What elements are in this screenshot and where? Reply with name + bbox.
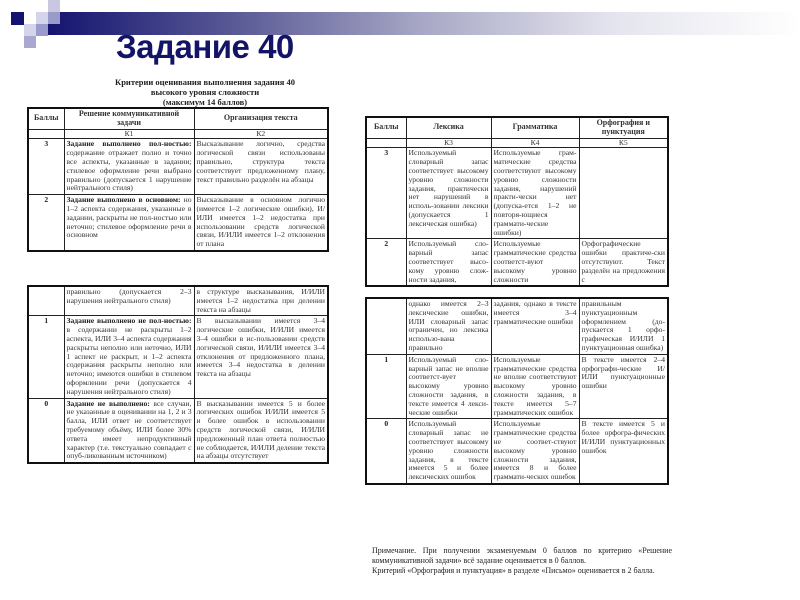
decor-square (48, 12, 60, 24)
note (372, 546, 672, 576)
k4-cell: Используемые грам-матические средства соответствуют высокому уровню сложности задания, нарушений практи-чески нет (допуска-ется 1–2 не повторя-ющиеся граммати-ческие ошибки) (491, 148, 579, 239)
code-k5: К5 (579, 138, 668, 148)
code-k4: К4 (491, 138, 579, 148)
k3-cell: однако имеется 2–3 лексические ошибки, ИЛИ словарный запас ограничен, но лексика использо-вана правильно (406, 298, 491, 354)
k1-text: содержание отражает полно и точно все аспекты, указанные в задании; стилевое оформление речи выбрано правильно (допускается 1 нарушение нейтрального стиля) (66, 148, 192, 193)
score-cell (366, 354, 406, 419)
score: 1 (44, 316, 49, 326)
k2-cell: в структуре высказывания, И/ИЛИ имеется 1–2 недостатка при делении текста на абзацы (194, 286, 328, 316)
score: 1 (384, 354, 389, 364)
k4-cell: Используемые грамматические средства не вполне соответствуют высокому уровню сложности задания, в тексте имеется 5–7 грамматических ошибок (491, 354, 579, 419)
caption-line: Критерии оценивания выполнения задания 40 (115, 77, 295, 87)
left-table-caption (60, 77, 350, 107)
k3-cell: Используемый словарный запас соответствует высокому уровню сложности задания, практически нет нарушений в исполь-зовании лексики (допускается 1 лексическая ошибка) (406, 148, 491, 239)
score: 2 (44, 195, 49, 205)
caption-line: (максимум 14 баллов) (162, 97, 248, 107)
k3-cell: Используемый сло-варный запас соответствует высо-кому уровню слож-ности задания, (406, 239, 491, 286)
k1-cell (64, 316, 194, 398)
table-row (366, 148, 668, 239)
k5-cell: правильным пунктуационным оформлением (до-пускается 1 орфо-графическая И/ИЛИ 1 пунктуационная ошибка) (579, 298, 668, 354)
code-empty (366, 138, 406, 148)
k5-cell: В тексте имеется 5 и более орфогра-фических И/ИЛИ пунктуационных ошибок (579, 419, 668, 484)
caption-line: высокого уровня сложности (150, 87, 260, 97)
right-table-part1 (365, 116, 669, 287)
header-k3: Лексика (406, 117, 491, 138)
score-cell (366, 148, 406, 239)
k1-cell (64, 195, 194, 251)
table-row (366, 419, 668, 484)
decor-square (36, 24, 48, 36)
header-k1: Решение коммуникативной задачи (64, 108, 194, 129)
k1-text: все случаи, не указанные в оценивании на 1, 2 и 3 балла, ИЛИ ответ не соответствует требуемому объёму, ИЛИ более 30% ответа имеет непродуктивный характер (т.е. текстуально совпадает с опуб-ликованным источником) (66, 398, 192, 461)
table-row (28, 139, 328, 195)
table-row (28, 316, 328, 398)
table-row (28, 195, 328, 251)
note-line2: Критерий «Орфография и пунктуация» в разделе «Письмо» оценивается в 2 балла. (372, 566, 655, 575)
score: 2 (384, 239, 389, 249)
table-row (28, 398, 328, 463)
decor-square (24, 24, 36, 36)
k3-cell: Используемый сло-варный запас не вполне соответст-вует высокому уровню сложности задания, в тексте имеется 4 лекси-ческие ошибки (406, 354, 491, 419)
k1-bold: Задание выполнено в основном: (66, 195, 181, 205)
k5-cell: В тексте имеется 2–4 орфографи-ческие И/ИЛИ пунктуационные ошибки (579, 354, 668, 419)
table-row (366, 239, 668, 286)
header-score: Баллы (366, 117, 406, 138)
left-table-part1 (27, 107, 329, 252)
k1-text: в содержании не раскрыты 1–2 аспекта, ИЛИ 3–4 аспекта содержания раскрыты неполно или неточно, ИЛИ 1 аспект не раскрыт, и 1–2 аспекта содержания раскрыты неполно или неточно; имеются ошибки в стилевом оформлении речи (допускается 4 нарушения нейтрального стиля) (66, 325, 192, 396)
k2-cell: Высказывание в основном логично (имеется 1–2 логические ошибки), И/ИЛИ имеется 1–2 недостатка при использовании средств логической связи, И/ИЛИ имеется 1–2 отклонения от плана (194, 195, 328, 251)
k4-cell: задания, однако в тексте имеется 3–4 грамматические ошибки (491, 298, 579, 354)
score-cell (28, 195, 64, 251)
header-k5: Орфография и пунктуация (579, 117, 668, 138)
k4-cell: Используемые грамматические средства не соответ-ствуют высокому уровню сложности задания, имеется 8 и более граммати-ческих ошибок (491, 419, 579, 484)
k1-bold: Задание выполнено пол-ностью: (66, 139, 192, 149)
score: 3 (384, 148, 389, 158)
table-row (366, 354, 668, 419)
header-k4: Грамматика (491, 117, 579, 138)
decor-square (48, 0, 60, 12)
k5-cell (579, 148, 668, 239)
score-cell (28, 398, 64, 463)
table-row (28, 286, 328, 316)
header-k2: Организация текста (194, 108, 328, 129)
k1-cell (64, 398, 194, 463)
decor-square (24, 36, 36, 48)
score-cell (28, 139, 64, 195)
k2-cell: Высказывание логично, средства логической связи использованы правильно, структура текста соответствует предложенному плану, текст правильно разделён на абзацы (194, 139, 328, 195)
code-k3: К3 (406, 138, 491, 148)
score-cell (28, 316, 64, 398)
score-cell (366, 239, 406, 286)
k1-text: но 1–2 аспекта содержания, указанные в задании, раскрыты не пол-ностью или неточно; стилевое оформление речи в основном (66, 195, 192, 240)
score: 0 (44, 398, 49, 408)
k2-cell: В высказывании имеется 5 и более логических ошибок И/ИЛИ имеется 5 и более ошибок в использовании средств логической связи, И/ИЛИ предложенный план ответа полностью не соблюдается, И/ИЛИ деление текста на абзацы отсутствует (194, 398, 328, 463)
score-cell (28, 286, 64, 316)
table-row (366, 298, 668, 354)
decor-square (11, 12, 24, 25)
code-k2: К2 (194, 129, 328, 139)
header-score: Баллы (28, 108, 64, 129)
k5-cell: Орфографические ошибки практиче-ски отсутствуют. Текст разделён на предложения с (579, 239, 668, 286)
left-table-part2 (27, 285, 329, 464)
score: 0 (384, 419, 389, 429)
k2-cell: В высказывании имеется 3–4 логические ошибки, И/ИЛИ имеется 3–4 ошибки в ис-пользовании средств логической связи, И/ИЛИ имеется 3–4 отклонения от предложенного плана, имеется 3–4 недостатка в делении текста на абзацы (194, 316, 328, 398)
k1-cell: правильно (допускается 2–3 нарушения нейтрального стиля) (64, 286, 194, 316)
score: 3 (44, 139, 49, 149)
code-empty (28, 129, 64, 139)
decor-square (36, 12, 48, 24)
slide-title: Задание 40 (116, 28, 294, 65)
k1-bold: Задание выполнено не пол-ностью: (66, 316, 192, 326)
k4-cell: Используемые грамматические средства соответст-вуют высокому уровню сложности (491, 239, 579, 286)
k3-cell: Используемый словарный запас не соответствует высокому уровню сложности задания, в тексте имеется 5 и более лексических ошибок (406, 419, 491, 484)
code-k1: К1 (64, 129, 194, 139)
k1-bold: Задание не выполнено: (66, 398, 150, 408)
note-line1: Примечание. При получении экзаменуемым 0 баллов по критерию «Решение коммуникативной задачи» всё задание оценивается в 0 баллов. (372, 546, 672, 565)
right-table-part2 (365, 297, 669, 485)
score-cell (366, 419, 406, 484)
score-cell (366, 298, 406, 354)
k1-cell (64, 139, 194, 195)
